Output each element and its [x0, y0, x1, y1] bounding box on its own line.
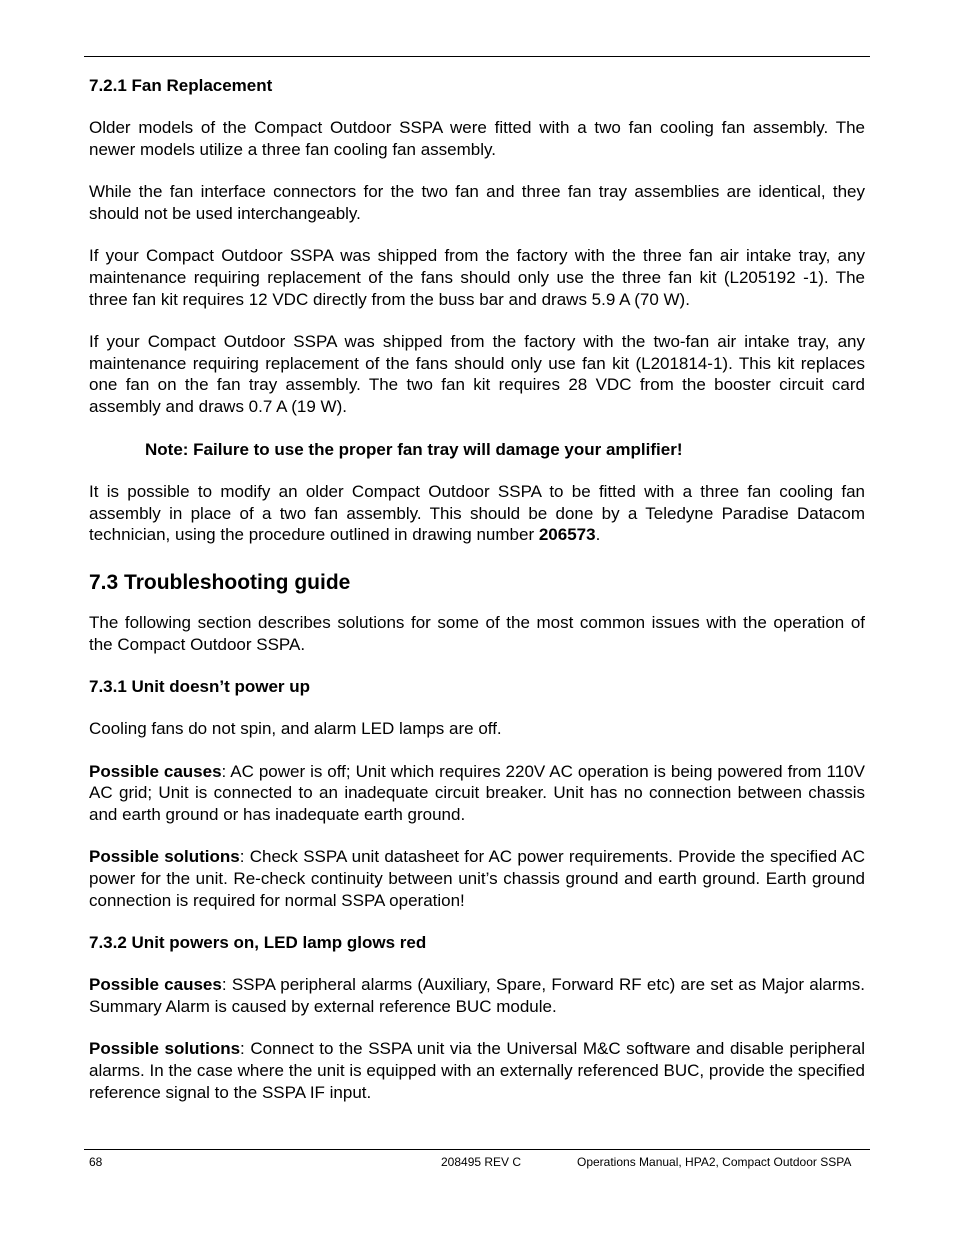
warning-note: Note: Failure to use the proper fan tray will damage your amplifier! — [145, 439, 683, 459]
paragraph: While the fan interface connectors for the two fan and three fan tray assemblies are identical, they should not be used interchangeably. — [89, 182, 865, 223]
paragraph — [89, 481, 865, 546]
causes-text: : AC power is off; Unit which requires 220V AC operation is being powered from 110V AC grid; Unit is connected to an inadequate circuit breaker. Unit has no connection between chassis and earth ground or has inadequate earth ground. — [89, 761, 865, 824]
section-heading-troubleshooting: 7.3 Troubleshooting guide — [89, 570, 351, 594]
solutions-label: Possible solutions — [89, 847, 240, 867]
footer-rule — [84, 1149, 870, 1150]
drawing-number: 206573 — [538, 525, 596, 545]
paragraph: If your Compact Outdoor SSPA was shipped from the factory with the three fan air intake tray, any maintenance requiring replacement of the fans should only use the three fan kit (L205192 -1). The three fan kit requires 12 VDC directly from the buss bar and draws 5.9 A (70 W). — [89, 246, 865, 309]
possible-solutions — [89, 1038, 865, 1103]
section-heading-led-red: 7.3.2 Unit powers on, LED lamp glows red — [89, 933, 427, 953]
paragraph: The following section describes solutions for some of the most common issues with the operation of the Compact Outdoor SSPA. — [89, 612, 865, 654]
manual-title: Operations Manual, HPA2, Compact Outdoor SSPA — [577, 1155, 852, 1169]
solutions-label: Possible solutions — [89, 1039, 241, 1059]
section-heading-fan-replacement: 7.2.1 Fan Replacement — [89, 76, 273, 95]
document-number: 208495 REV C — [441, 1155, 522, 1169]
possible-causes — [89, 761, 865, 826]
paragraph-text: It is possible to modify an older Compact Outdoor SSPA to be fitted with a three fan cooling fan assembly in place of a two fan assembly. This should be done by a Teledyne Paradise Datacom technician, using the procedure outlined in drawing number — [89, 482, 865, 545]
solutions-text: : Check SSPA unit datasheet for AC power requirements. Provide the specified AC power for the unit. Re-check continuity between unit’s chassis ground and earth ground. Earth ground connection is required for normal SSPA operation! — [89, 847, 865, 910]
causes-label: Possible causes — [89, 761, 222, 781]
paragraph-end: . — [595, 525, 601, 545]
paragraph: Older models of the Compact Outdoor SSPA were fitted with a two fan cooling fan assembly. The newer models utilize a three fan cooling fan assembly. — [89, 118, 865, 159]
header-rule — [84, 56, 870, 57]
page-number: 68 — [89, 1155, 103, 1169]
causes-label: Possible causes — [89, 975, 222, 995]
causes-text: : SSPA peripheral alarms (Auxiliary, Spare, Forward RF etc) are set as Major alarms. Summary Alarm is caused by external reference BUC module. — [89, 975, 865, 1016]
possible-solutions — [89, 846, 865, 911]
page-body — [89, 75, 865, 1124]
paragraph: If your Compact Outdoor SSPA was shipped from the factory with the two-fan air intake tray, any maintenance requiring replacement of the fans should only use fan kit (L201814-1). This kit replaces one fan on the fan tray assembly. The two fan kit requires 28 VDC from the booster circuit card assembly and draws 0.7 A (19 W). — [89, 332, 865, 416]
paragraph: Cooling fans do not spin, and alarm LED lamps are off. — [89, 719, 502, 739]
solutions-text: : Connect to the SSPA unit via the Universal M&C software and disable peripheral alarms. In the case where the unit is equipped with an externally referenced BUC, provide the specified reference signal to the SSPA IF input. — [89, 1039, 865, 1102]
section-heading-no-power: 7.3.1 Unit doesn’t power up — [89, 677, 311, 697]
possible-causes — [89, 974, 865, 1017]
